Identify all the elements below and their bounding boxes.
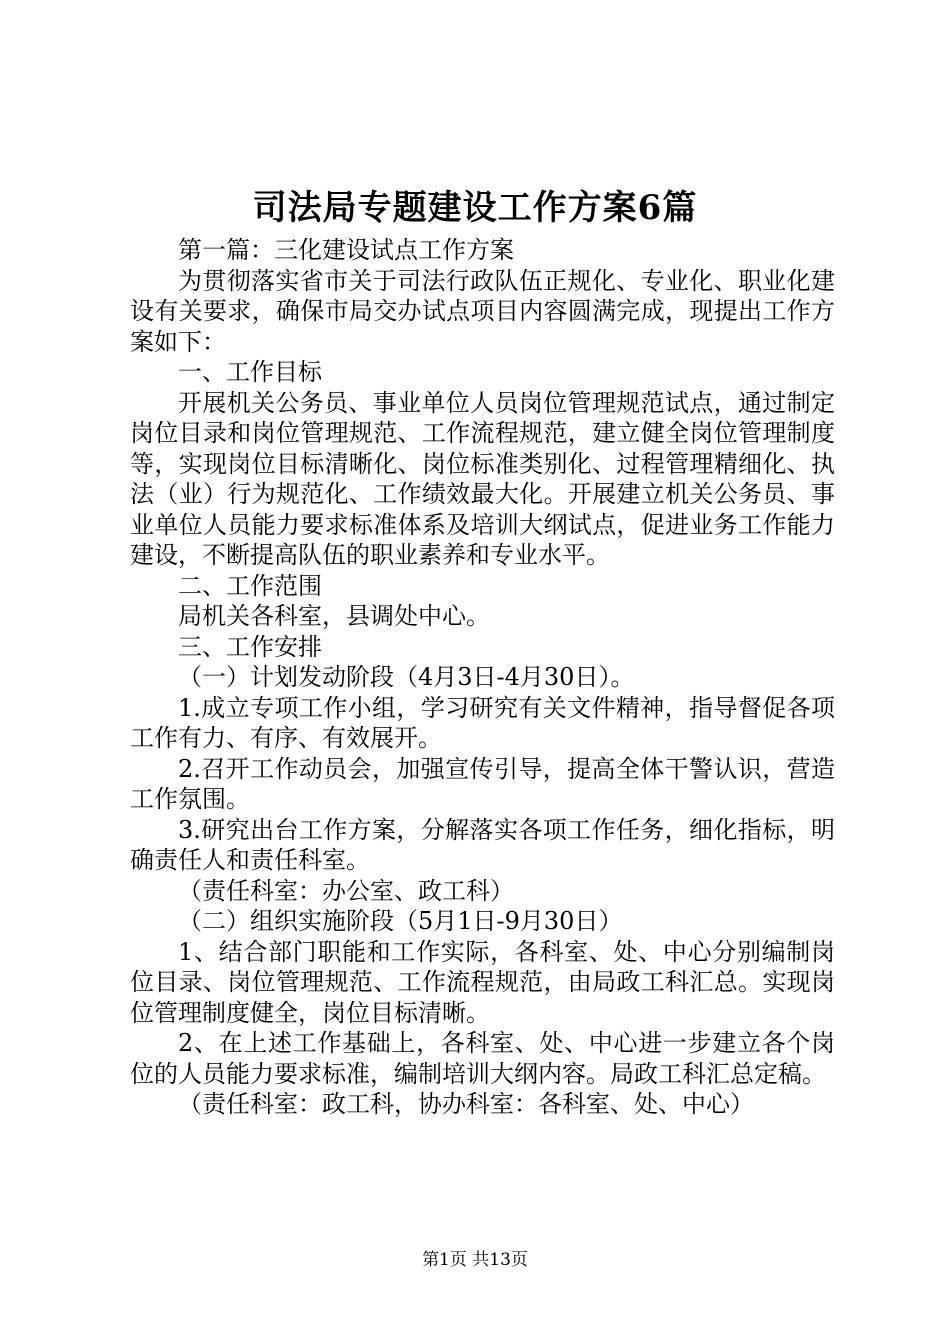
list-item: 3.研究出台工作方案，分解落实各项工作任务，细化指标，明确责任人和责任科室。: [130, 815, 835, 874]
list-item: 1、结合部门职能和工作实际，各科室、处、中心分别编制岗位目录、岗位管理规范、工作流程规范，由局政工科汇总。实现岗位管理制度健全，岗位目标清晰。: [130, 937, 835, 1027]
responsibility-note: （责任科室：政工科，协办科室：各科室、处、中心）: [178, 1090, 754, 1118]
subsection-heading: （二）组织实施阶段（5月1日-9月30日）: [178, 907, 623, 935]
section-heading: 三、工作安排: [178, 632, 322, 661]
paragraph: 第一篇：三化建设试点工作方案: [178, 236, 514, 264]
document-body: [130, 235, 835, 1120]
subsection-heading: （一）计划发动阶段（4月3日-4月30日）。: [178, 663, 635, 691]
paragraph: 局机关各科室，县调处中心。: [178, 602, 490, 630]
list-item: 2.召开工作动员会，加强宣传引导，提高全体干警认识，营造工作氛围。: [130, 754, 835, 813]
paragraph: 开展机关公务员、事业单位人员岗位管理规范试点，通过制定岗位目录和岗位管理规范、工作流程规范，建立健全岗位管理制度等，实现岗位目标清晰化、岗位标准类别化、过程管理精细化、执法（业）行为规范化、工作绩效最大化。开展建立机关公务员、事业单位人员能力要求标准体系及培训大纲试点，促进业务工作能力建设，不断提高队伍的职业素养和专业水平。: [130, 388, 835, 569]
responsibility-note: （责任科室：办公室、政工科）: [178, 876, 514, 905]
document-title: 司法局专题建设工作方案6篇: [252, 188, 698, 228]
list-item: 1.成立专项工作小组，学习研究有关文件精神，指导督促各项工作有力、有序、有效展开。: [130, 693, 835, 752]
page-footer: 第1页 共13页: [422, 1250, 528, 1270]
list-item: 2、在上述工作基础上，各科室、处、中心进一步建立各个岗位的人员能力要求标准，编制培训大纲内容。局政工科汇总定稿。: [130, 1029, 835, 1088]
paragraph: 为贯彻落实省市关于司法行政队伍正规化、专业化、职业化建设有关要求，确保市局交办试点项目内容圆满完成，现提出工作方案如下：: [130, 266, 835, 356]
section-heading: 一、工作目标: [178, 358, 322, 386]
section-heading: 二、工作范围: [178, 571, 322, 600]
